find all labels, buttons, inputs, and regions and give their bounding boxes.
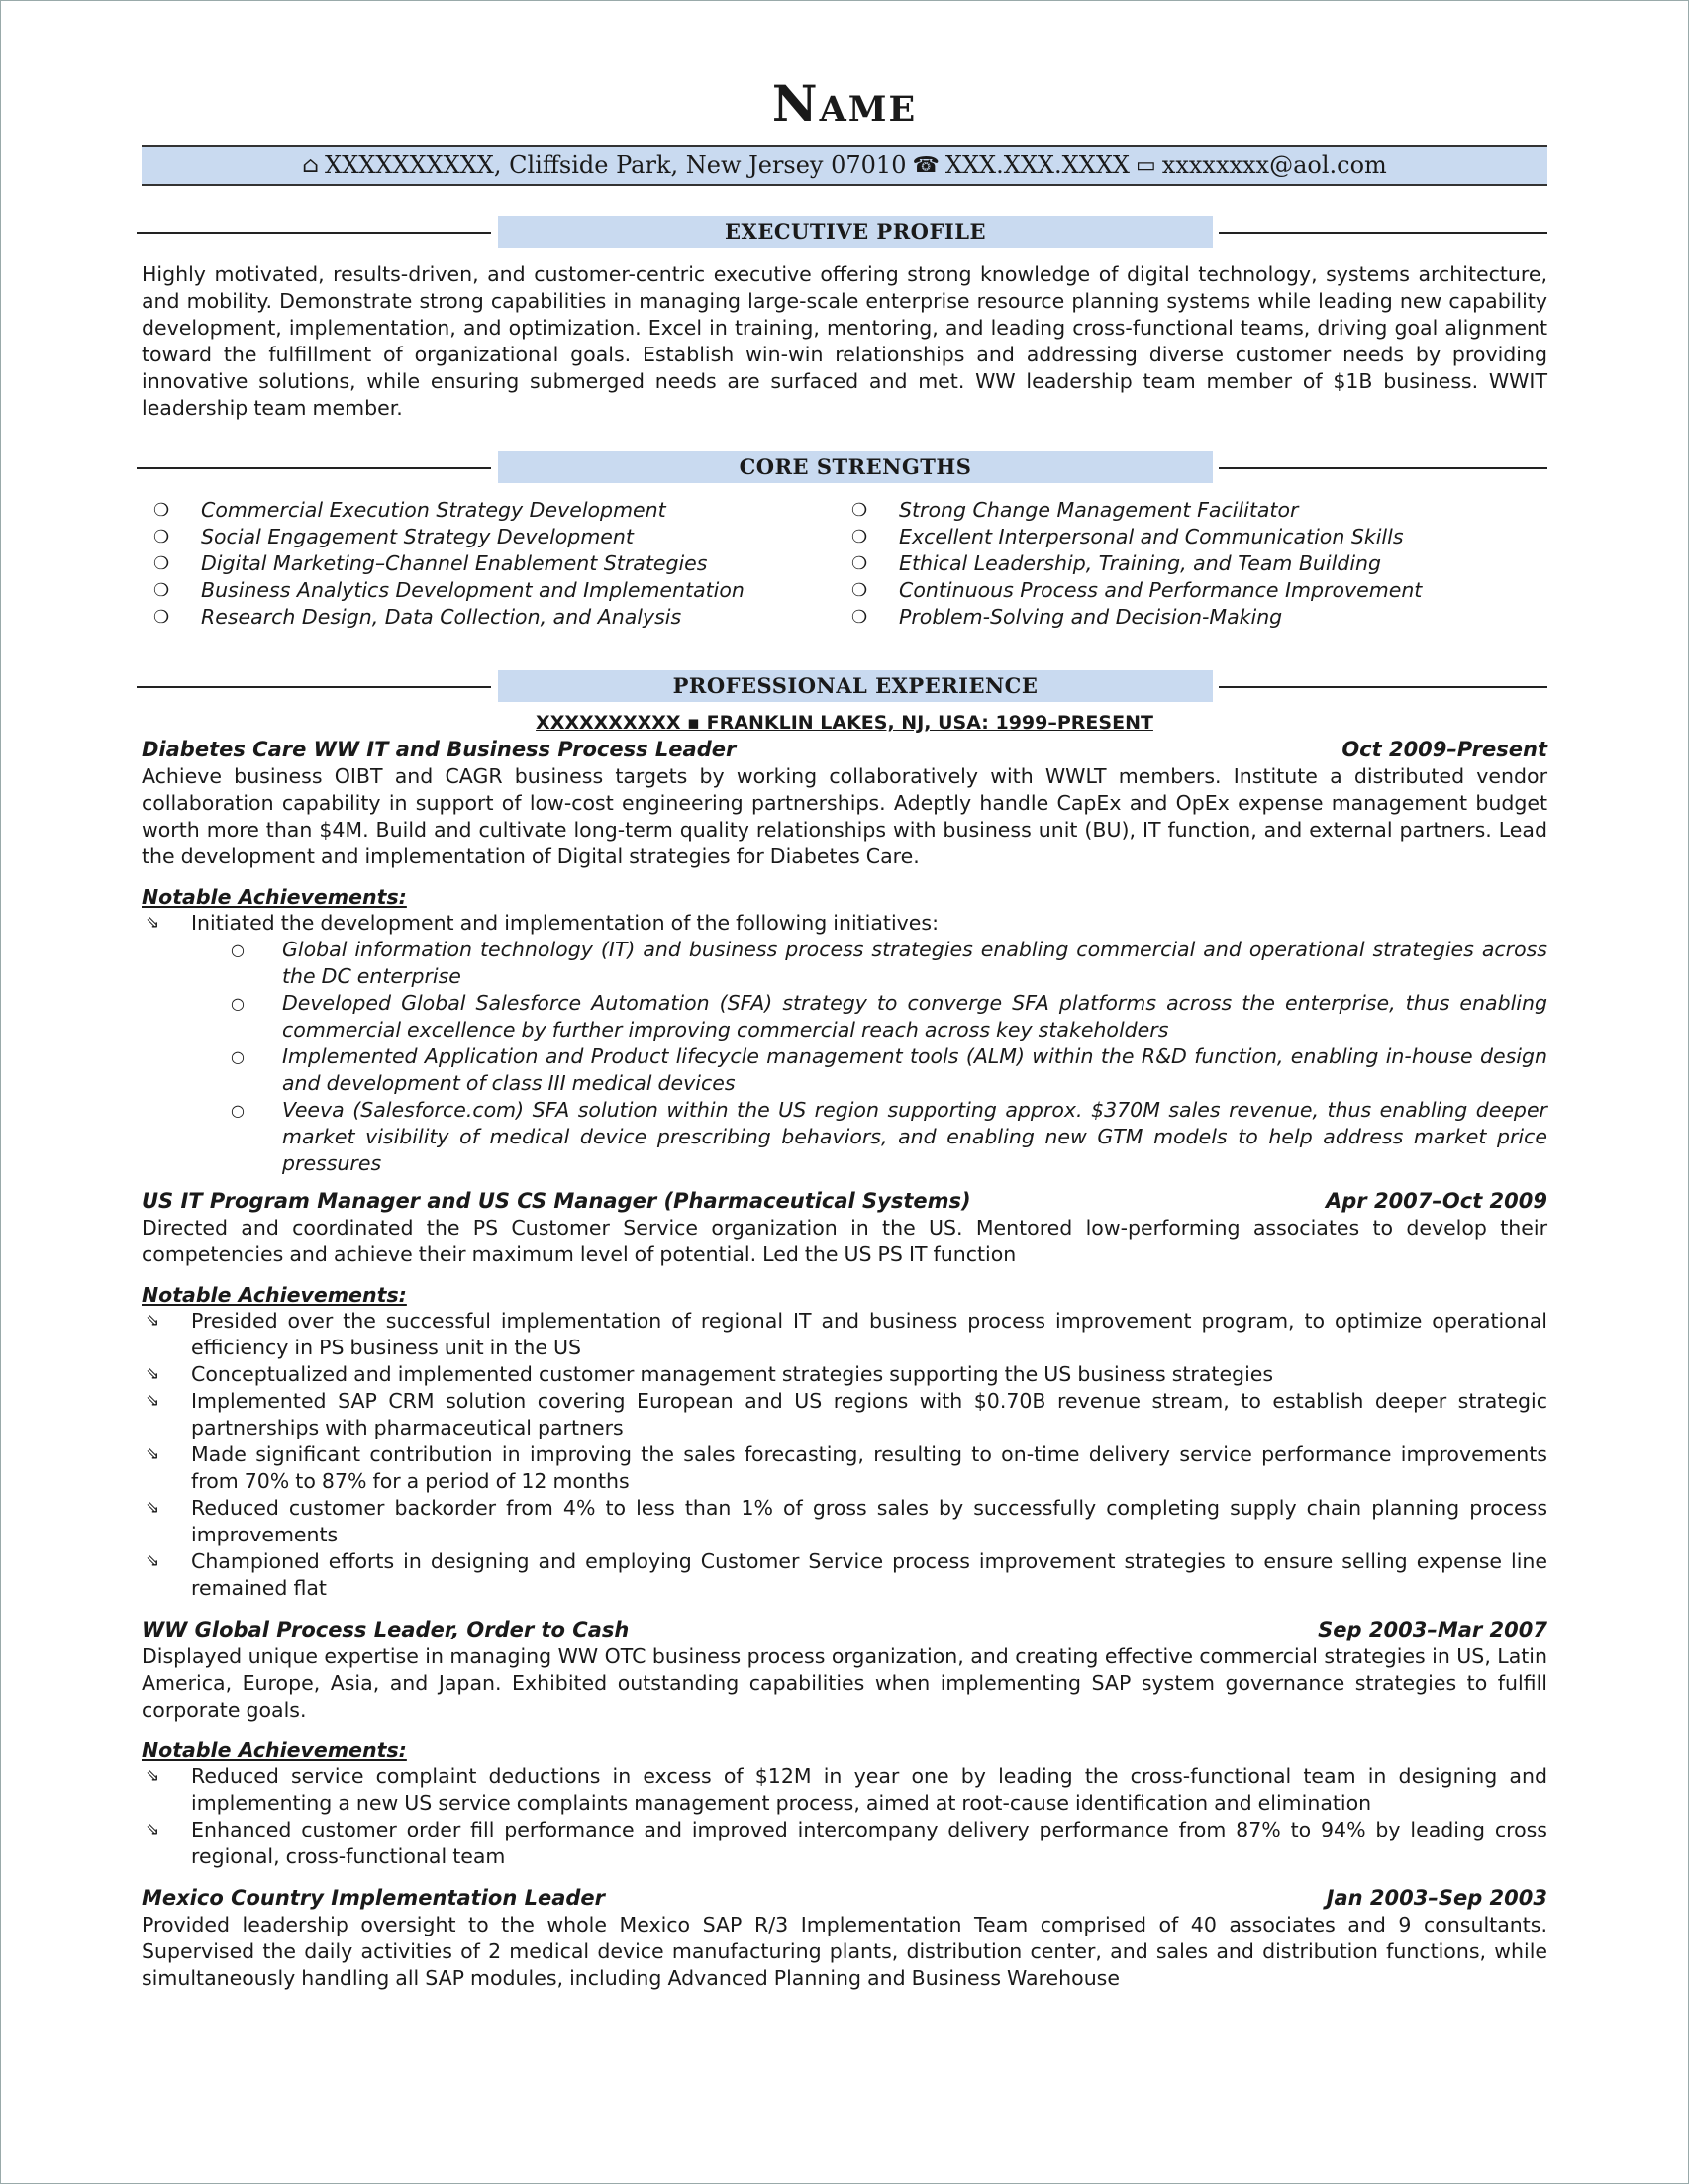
strength-label: Digital Marketing–Channel Enablement Strategies: [201, 551, 708, 575]
achievement-text: Reduced customer backorder from 4% to less than 1% of gross sales by successfully completing supply chain planning process improvements: [191, 1496, 1547, 1546]
arrow-bullet-icon: ⇘: [146, 1766, 160, 1786]
executive-profile-text: Highly motivated, results-driven, and customer-centric executive offering strong knowledge of digital technology, systems architecture, and mobility. Demonstrate strong capabilities in managing large-scale enterprise resource planning systems while leading new capability development, implementation, and optimization. Excel in training, mentoring, and leading cross-functional teams, driving goal alignment toward the fulfillment of organizational goals. Establish win-win relationships and addressing diverse customer needs by providing innovative solutions, while ensuring submerged needs are surfaced and met. WW leadership team member of $1B business. WWIT leadership team member.: [142, 262, 1547, 420]
notable-achievements-label: Notable Achievements:: [142, 1738, 407, 1762]
strengths-column-left: [142, 497, 840, 631]
initiative-text: Global information technology (IT) and business process strategies enabling commercial and operational strategies across the DC enterprise: [282, 938, 1547, 988]
list-item: [840, 550, 1538, 577]
strength-label: Excellent Interpersonal and Communication Skills: [899, 525, 1404, 548]
phone-icon: ☎: [912, 152, 940, 178]
job-summary: Directed and coordinated the PS Customer Service organization in the US. Mentored low-performing associates to develop their competencies and achieve their maximum level of potential. Led the US PS IT function: [142, 1216, 1547, 1266]
circle-bullet-icon: ○: [231, 1047, 245, 1066]
list-item: [142, 1097, 1547, 1177]
list-item: [142, 604, 840, 631]
section-title: CORE STRENGTHS: [498, 451, 1213, 483]
section-heading-executive-profile: [142, 216, 1547, 249]
job-title: WW Global Process Leader, Order to Cash: [142, 1618, 630, 1641]
job-title: Diabetes Care WW IT and Business Process Leader: [142, 738, 737, 761]
circle-bullet-icon: ❍: [153, 580, 170, 601]
achievement-text: Initiated the development and implementation of the following initiatives:: [191, 911, 940, 935]
company-line: XXXXXXXXXX ▪ FRANKLIN LAKES, NJ, USA: 1999–PRESENT: [536, 712, 1153, 734]
contact-phone: XXX.XXX.XXXX: [944, 151, 1130, 179]
initiative-text: Veeva (Salesforce.com) SFA solution within the US region supporting approx. $370M sales revenue, thus enabling deeper market visibility of medical device prescribing behaviors, and enabling new GTM models to help address market price pressures: [282, 1098, 1547, 1175]
divider: [137, 686, 491, 688]
list-item: [142, 1308, 1547, 1361]
circle-bullet-icon: ❍: [851, 580, 868, 601]
list-item: [840, 577, 1538, 604]
divider: [1219, 467, 1547, 469]
list-item: [142, 910, 1547, 937]
section-title: PROFESSIONAL EXPERIENCE: [498, 670, 1213, 702]
candidate-name: Name: [771, 74, 918, 133]
list-item: [142, 497, 840, 524]
strength-label: Business Analytics Development and Implementation: [201, 578, 745, 602]
contact-bar: [142, 145, 1547, 186]
initiative-list: [142, 937, 1547, 1177]
circle-bullet-icon: ❍: [851, 607, 868, 628]
arrow-bullet-icon: ⇘: [146, 1311, 160, 1331]
list-item: [840, 497, 1538, 524]
job-dates: Sep 2003–Mar 2007: [1318, 1618, 1547, 1641]
arrow-bullet-icon: ⇘: [146, 1391, 160, 1411]
strength-label: Commercial Execution Strategy Development: [201, 498, 666, 522]
list-item: [142, 1361, 1547, 1388]
achievement-text: Implemented SAP CRM solution covering European and US regions with $0.70B revenue stream, to establish deeper strategic partnerships with pharmaceutical partners: [191, 1389, 1547, 1439]
list-item: [840, 524, 1538, 550]
job-summary: Achieve business OIBT and CAGR business targets by working collaboratively with WWLT members. Institute a distributed vendor collaboration capability in support of low-cost engineering partnerships. Adeptly handle CapEx and OpEx expense management budget worth more than $4M. Build and cultivate long-term quality relationships with business unit (BU), IT function, and external partners. Lead the development and implementation of Digital strategies for Diabetes Care.: [142, 764, 1547, 868]
job-header: [142, 1187, 1547, 1215]
list-item: [142, 1388, 1547, 1441]
circle-bullet-icon: ❍: [153, 553, 170, 574]
achievement-list: [142, 910, 1547, 937]
list-item: [142, 1043, 1547, 1097]
circle-bullet-icon: ❍: [153, 500, 170, 521]
section-heading-professional-experience: [142, 670, 1547, 704]
contact-address: XXXXXXXXXX, Cliffside Park, New Jersey 07010: [325, 151, 907, 179]
achievement-text: Championed efforts in designing and employing Customer Service process improvement strategies to ensure selling expense line remained flat: [191, 1549, 1547, 1600]
achievement-text: Enhanced customer order fill performance and improved intercompany delivery performance from 87% to 94% by leading cross regional, cross-functional team: [191, 1818, 1547, 1868]
achievement-text: Reduced service complaint deductions in excess of $12M in year one by leading the cross-functional team in designing and implementing a new US service complaints management process, aimed at root-cause identification and elimination: [191, 1764, 1547, 1815]
list-item: [142, 990, 1547, 1043]
job-header: [142, 1884, 1547, 1912]
achievement-list: [142, 1308, 1547, 1602]
achievement-text: Conceptualized and implemented customer management strategies supporting the US business strategies: [191, 1362, 1274, 1386]
strength-label: Research Design, Data Collection, and Analysis: [201, 605, 682, 629]
job-header: [142, 1616, 1547, 1643]
circle-bullet-icon: ○: [231, 1101, 245, 1120]
achievement-list: [142, 1763, 1547, 1870]
strength-label: Continuous Process and Performance Improvement: [899, 578, 1423, 602]
achievement-text: Presided over the successful implementation of regional IT and business process improvement program, to optimize operational efficiency in PS business unit in the US: [191, 1309, 1547, 1359]
job-title: US IT Program Manager and US CS Manager (Pharmaceutical Systems): [142, 1189, 971, 1213]
job-dates: Oct 2009–Present: [1341, 738, 1547, 761]
resume-document: [142, 69, 1547, 1992]
contact-email: xxxxxxxx@aol.com: [1161, 151, 1387, 179]
job-dates: Apr 2007–Oct 2009: [1326, 1189, 1547, 1213]
house-icon: ⌂: [302, 152, 320, 178]
arrow-bullet-icon: ⇘: [146, 1364, 160, 1384]
list-item: [142, 1548, 1547, 1602]
divider: [1219, 232, 1547, 234]
list-item: [142, 524, 840, 550]
divider: [1219, 686, 1547, 688]
arrow-bullet-icon: ⇘: [146, 1444, 160, 1464]
circle-bullet-icon: ❍: [851, 553, 868, 574]
list-item: [142, 577, 840, 604]
job-summary: Provided leadership oversight to the whole Mexico SAP R/3 Implementation Team comprised of 40 associates and 9 consultants. Supervised the daily activities of 2 medical device manufacturing plants, distribution center, and sales and distribution functions, while simultaneously handling all SAP modules, including Advanced Planning and Business Warehouse: [142, 1913, 1547, 1990]
section-heading-core-strengths: [142, 451, 1547, 485]
job-summary: Displayed unique expertise in managing WW OTC business process organization, and creating effective commercial strategies in US, Latin America, Europe, Asia, and Japan. Exhibited outstanding capabilities when implementing SAP system governance strategies to fulfill corporate goals.: [142, 1644, 1547, 1722]
initiative-text: Developed Global Salesforce Automation (SFA) strategy to converge SFA platforms across the enterprise, thus enabling commercial excellence by further improving commercial reach across key stakeholders: [282, 991, 1547, 1042]
core-strengths-list: [142, 497, 1547, 631]
section-title: EXECUTIVE PROFILE: [498, 216, 1213, 248]
circle-bullet-icon: ❍: [153, 527, 170, 547]
achievement-text: Made significant contribution in improving the sales forecasting, resulting to on-time delivery service performance improvements from 70% to 87% for a period of 12 months: [191, 1442, 1547, 1493]
list-item: [142, 1441, 1547, 1495]
circle-bullet-icon: ○: [231, 994, 245, 1013]
strengths-column-right: [840, 497, 1538, 631]
circle-bullet-icon: ❍: [851, 527, 868, 547]
strength-label: Social Engagement Strategy Development: [201, 525, 634, 548]
list-item: [840, 604, 1538, 631]
strength-label: Problem-Solving and Decision-Making: [899, 605, 1283, 629]
list-item: [142, 550, 840, 577]
job-dates: Jan 2003–Sep 2003: [1326, 1886, 1547, 1910]
arrow-bullet-icon: ⇘: [146, 913, 160, 933]
divider: [137, 232, 491, 234]
list-item: [142, 937, 1547, 990]
strength-label: Ethical Leadership, Training, and Team Building: [899, 551, 1382, 575]
list-item: [142, 1763, 1547, 1817]
arrow-bullet-icon: ⇘: [146, 1820, 160, 1839]
list-item: [142, 1817, 1547, 1870]
circle-bullet-icon: ❍: [153, 607, 170, 628]
arrow-bullet-icon: ⇘: [146, 1551, 160, 1571]
job-title: Mexico Country Implementation Leader: [142, 1886, 606, 1910]
circle-bullet-icon: ❍: [851, 500, 868, 521]
notable-achievements-label: Notable Achievements:: [142, 885, 407, 909]
notable-achievements-label: Notable Achievements:: [142, 1283, 407, 1307]
computer-icon: ▭: [1136, 152, 1156, 178]
initiative-text: Implemented Application and Product lifecycle management tools (ALM) within the R&D function, enabling in-house design and development of class III medical devices: [282, 1044, 1547, 1095]
job-header: [142, 736, 1547, 763]
divider: [137, 467, 491, 469]
list-item: [142, 1495, 1547, 1548]
arrow-bullet-icon: ⇘: [146, 1498, 160, 1518]
strength-label: Strong Change Management Facilitator: [899, 498, 1299, 522]
circle-bullet-icon: ○: [231, 941, 245, 959]
